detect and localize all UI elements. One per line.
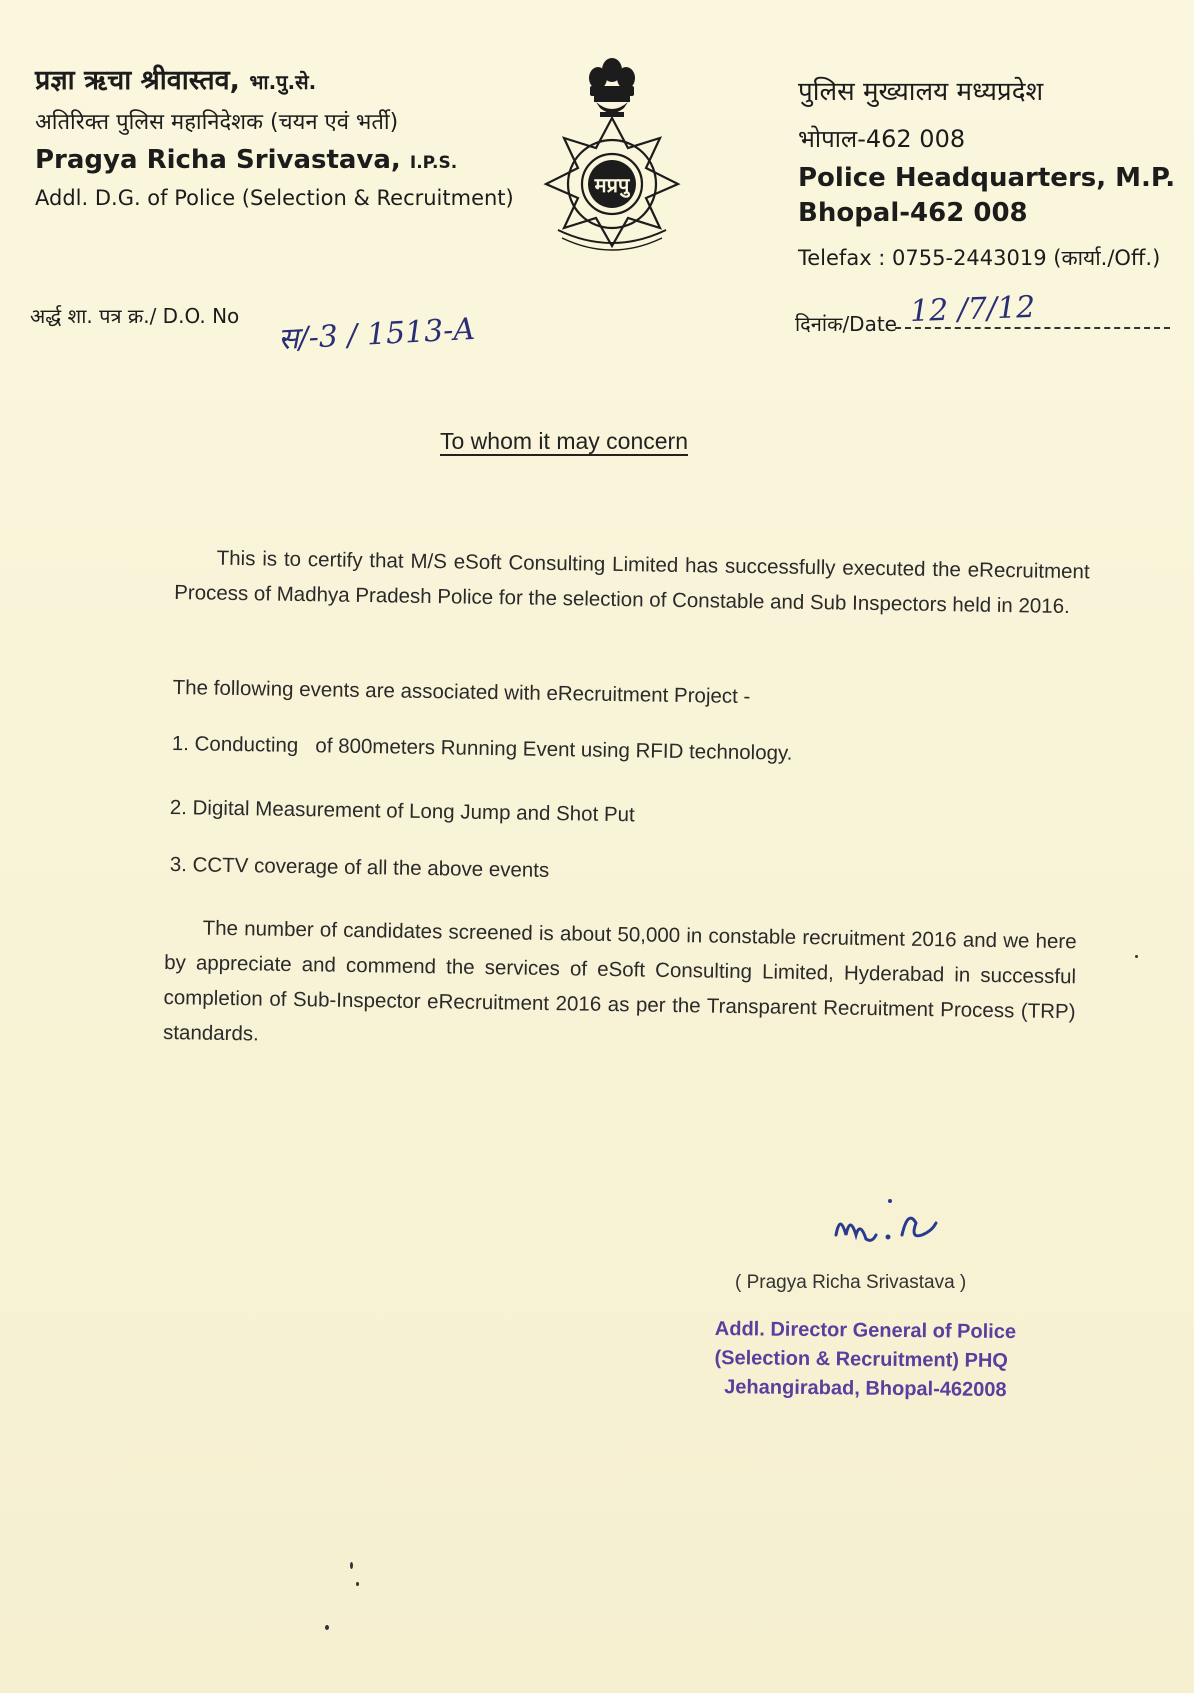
- sender-designation-hindi: अतिरिक्त पुलिस महानिदेशक (चयन एवं भर्ती): [35, 110, 399, 135]
- hq-city: Bhopal-462 008: [798, 198, 1028, 228]
- event-item-1: 1. Conducting of 800meters Running Event using RFID technology.: [171, 732, 793, 765]
- sender-name-hindi: प्रज्ञा ऋचा श्रीवास्तव, भा.पु.से.: [35, 65, 317, 96]
- stamp-line-1: Addl. Director General of Police: [714, 1317, 1017, 1344]
- date-label: दिनांक/Date: [795, 312, 897, 336]
- hq-city-hindi: भोपाल-462 008: [798, 125, 966, 153]
- telefax-number: Telefax : 0755-2443019 (कार्या./Off.): [798, 246, 1161, 270]
- events-intro: The following events are associated with eRecruitment Project -: [172, 675, 751, 709]
- paper-speck: [350, 1562, 353, 1569]
- svg-text:मप्रपु: मप्रपु: [594, 173, 630, 197]
- date-line: [895, 327, 1170, 329]
- signatory-name: ( Pragya Richa Srivastava ): [735, 1272, 967, 1293]
- event-item-3: 3. CCTV coverage of all the above events: [169, 853, 550, 882]
- paper-speck: [325, 1625, 329, 1630]
- reference-label: अर्द्ध शा. पत्र क्र./ D.O. No: [30, 304, 240, 328]
- official-stamp: [714, 1315, 1016, 1405]
- mp-police-emblem-icon: [528, 52, 696, 254]
- stamp-line-2: (Selection & Recruitment) PHQ: [714, 1346, 1009, 1373]
- sender-service: I.P.S.: [409, 153, 458, 173]
- appreciation-paragraph: The number of candidates screened is about 50,000 in constable recruitment 2016 and we here by appreciate and commend the services of eSoft Consulting Limited, Hyderabad in successful completion of Sub-Inspector eRecruitment 2016 as per the Transparent Recruitment Process (TRP) standards.: [162, 916, 1077, 1046]
- sender-service-hindi: भा.पु.से.: [249, 70, 317, 94]
- certificate-paragraph: This is to certify that M/S eSoft Consulting Limited has successfully executed the eRecruitment Process of Madhya Pradesh Police for the selection of Constable and Sub Inspectors held in 2016.: [173, 546, 1090, 619]
- paper-speck: [1135, 955, 1138, 958]
- sender-designation: Addl. D.G. of Police (Selection & Recruitment): [35, 186, 514, 210]
- event-item-2: 2. Digital Measurement of Long Jump and Shot Put: [169, 796, 635, 827]
- stamp-line-3: Jehangirabad, Bhopal-462008: [724, 1376, 1007, 1402]
- signature-icon: [832, 1195, 952, 1255]
- reference-number: स/-3 / 1513-A: [277, 311, 476, 358]
- hq-name-hindi: पुलिस मुख्यालय मध्यप्रदेश: [798, 77, 1044, 107]
- sender-name: Pragya Richa Srivastava, I.P.S.: [35, 145, 458, 175]
- paper-speck: [356, 1582, 359, 1586]
- date-value: 12 /7/12: [909, 289, 1036, 330]
- hq-name: Police Headquarters, M.P.: [798, 163, 1176, 193]
- letter-subject: To whom it may concern: [440, 428, 688, 454]
